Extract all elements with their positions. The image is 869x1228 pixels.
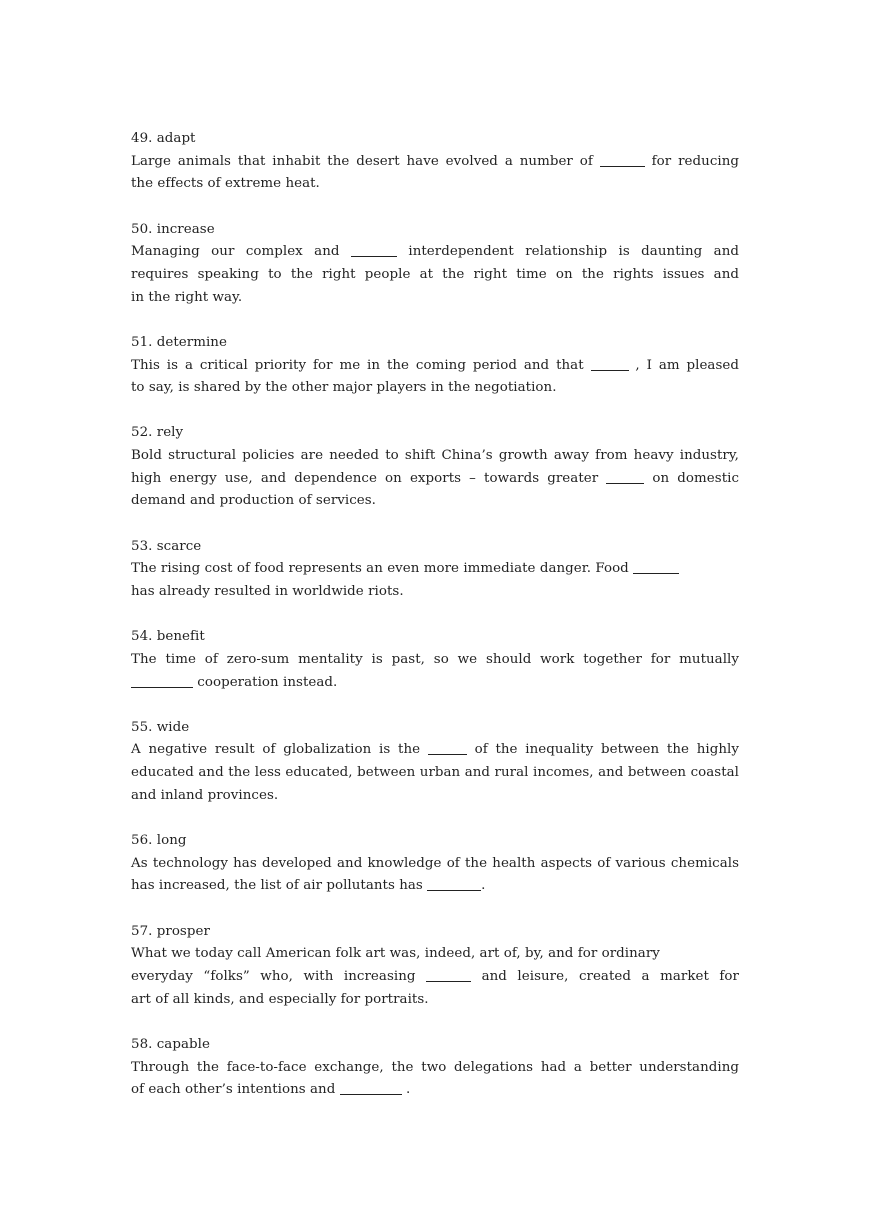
sentence-text: Large animals that inhabit the desert have evolved a number of [131,153,600,169]
exercise-item [131,422,739,513]
sentence-text: high energy use, and dependence on exports – towards greater [131,470,607,486]
sentence-line [131,1079,739,1102]
sentence-line [131,581,739,604]
answer-blank[interactable] [633,559,679,574]
sentence-text: everyday “folks” who, with increasing [131,968,427,984]
sentence-text: interdependent relationship is daunting and [396,244,739,260]
sentence-line [131,875,739,898]
sentence-text: on domestic [644,470,740,486]
sentence-text: for reducing [644,153,739,169]
sentence-text: , I am pleased [628,357,739,373]
sentence-text: has increased, the list of air pollutants has [131,878,428,894]
sentence-text: Through the face-to-face exchange, the two delegations had a better understanding [131,1059,739,1075]
sentence-text: This is a critical priority for me in the coming period and that [131,357,591,373]
exercise-heading: 50. increase [131,221,215,237]
answer-blank[interactable] [427,876,481,891]
sentence-line [131,762,739,785]
exercise-heading: 49. adapt [131,131,196,146]
sentence-line [131,989,739,1012]
sentence-text: Managing our complex and [131,244,351,260]
sentence-line [131,241,739,264]
exercise-item [131,921,739,1012]
sentence-text: and inland provinces. [131,787,279,803]
sentence-text: in the right way. [131,289,243,305]
sentence-text: . [401,1082,411,1098]
sentence-line [131,943,739,966]
sentence-line [131,672,739,695]
exercise-heading: 53. scarce [131,538,202,554]
sentence-text: The time of zero-sum mentality is past, so we should work together for mutually [131,651,739,667]
exercise-heading: 54. benefit [131,629,205,645]
sentence-line [131,785,739,808]
sentence-text: the effects of extreme heat. [131,176,320,192]
sentence-line [131,287,739,310]
answer-blank[interactable] [340,1080,402,1095]
sentence-text: As technology has developed and knowledge of the health aspects of various chemicals [131,855,739,871]
exercise-heading: 55. wide [131,719,190,735]
sentence-line [131,445,739,468]
exercise-heading: 58. capable [131,1036,210,1052]
exercise-item [131,626,739,694]
sentence-text: What we today call American folk art was, indeed, art of, by, and for ordinary [131,946,660,962]
sentence-text: A negative result of globalization is the [131,742,428,758]
sentence-text: The rising cost of food represents an even more immediate danger. Food [131,561,634,577]
exercise-item [131,219,739,310]
exercise-heading: 51. determine [131,334,227,350]
answer-blank[interactable] [606,469,644,484]
sentence-text: of the inequality between the highly [466,742,739,758]
exercise-item [131,128,739,196]
sentence-line [131,649,739,672]
exercise-item [131,717,739,808]
sentence-text: . [481,878,486,894]
sentence-text: Bold structural policies are needed to shift China’s growth away from heavy industry, [131,448,739,464]
sentence-line [131,355,739,378]
sentence-line [131,468,739,491]
sentence-line [131,490,739,513]
exercise-item [131,332,739,400]
answer-blank[interactable] [131,673,193,688]
sentence-line [131,173,739,196]
sentence-line [131,966,739,989]
sentence-text: has already resulted in worldwide riots. [131,584,404,599]
answer-blank[interactable] [351,242,397,257]
sentence-line [131,1057,739,1080]
sentence-text: of each other’s intentions and [131,1082,340,1098]
answer-blank[interactable] [591,356,629,371]
sentence-text: educated and the less educated, between urban and rural incomes, and between coastal [131,765,739,781]
sentence-line [131,739,739,762]
sentence-line [131,264,739,287]
sentence-line [131,151,739,174]
sentence-line [131,377,739,400]
sentence-text: to say, is shared by the other major players in the negotiation. [131,380,557,396]
exercise-heading: 52. rely [131,425,184,441]
sentence-text: and leisure, created a market for [471,968,739,984]
sentence-line [131,558,739,581]
exercise-item [131,830,739,898]
answer-blank[interactable] [428,740,467,755]
exercise-heading: 57. prosper [131,923,210,939]
sentence-text: requires speaking to the right people at the right time on the rights issues and [131,266,739,282]
sentence-line [131,853,739,876]
exercise-item [131,536,739,604]
exercise-heading: 56. long [131,833,187,848]
exercise-page [131,128,739,1124]
sentence-text: cooperation instead. [193,674,338,690]
answer-blank[interactable] [600,152,645,167]
exercise-item [131,1034,739,1102]
sentence-text: demand and production of services. [131,493,376,509]
sentence-text: art of all kinds, and especially for portraits. [131,991,429,1007]
answer-blank[interactable] [426,967,471,982]
